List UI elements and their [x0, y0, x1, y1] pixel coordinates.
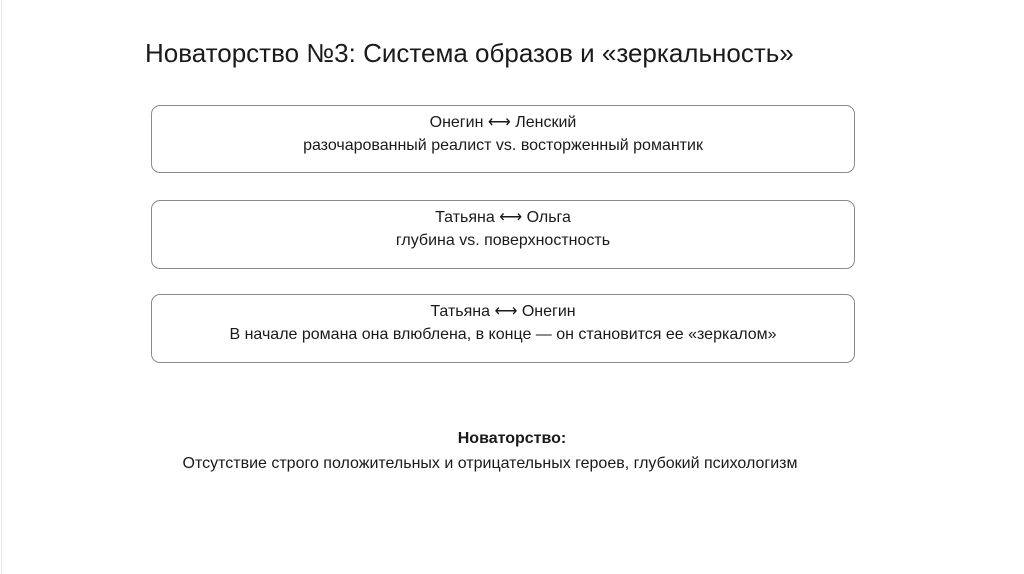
- pair-heading: Татьяна ⟷ Онегин: [430, 303, 576, 320]
- slide-edge: [1, 0, 2, 574]
- pair-box-onegin-lensky: [151, 105, 855, 173]
- slide-title: Новаторство №3: Система образов и «зеркальность»: [145, 38, 794, 68]
- innovation-text: Отсутствие строго положительных и отрицательных героев, глубокий психологизм: [182, 455, 798, 472]
- pair-box-tatyana-olga: [151, 200, 855, 269]
- pair-description: разочарованный реалист vs. восторженный романтик: [303, 137, 703, 154]
- pair-heading: Татьяна ⟷ Ольга: [435, 209, 571, 226]
- pair-box-tatyana-onegin: [151, 294, 855, 363]
- pair-description: глубина vs. поверхностность: [395, 232, 611, 249]
- pair-description: В начале романа она влюблена, в конце — он становится ее «зеркалом»: [229, 326, 777, 343]
- pair-heading: Онегин ⟷ Ленский: [429, 114, 577, 131]
- innovation-label: Новаторство:: [457, 430, 567, 447]
